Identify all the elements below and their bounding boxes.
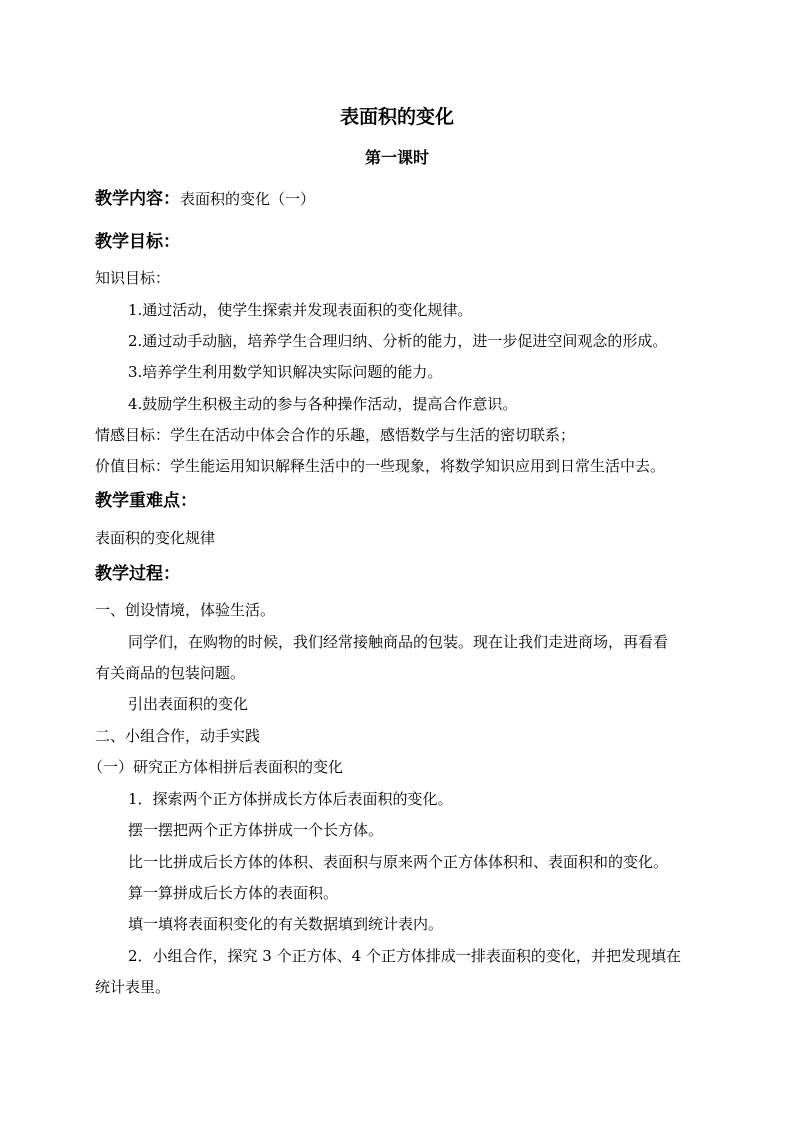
page-title: 表面积的变化 xyxy=(339,106,454,128)
section1-lead: 引出表面积的变化 xyxy=(128,695,249,713)
key-points-heading: 教学重难点： xyxy=(95,491,197,511)
process-heading: 教学过程： xyxy=(95,564,180,584)
step2-line1: 2．小组合作，探究 3 个正方体、4 个正方体排成一排表面积的变化，并把发现填在 xyxy=(128,947,681,965)
key-points-text: 表面积的变化规律 xyxy=(95,529,216,547)
teaching-content-value: 表面积的变化（一） xyxy=(180,190,316,208)
section1-paragraph-line2: 有关商品的包装问题。 xyxy=(95,664,246,682)
section1-title: 一、创设情境，体验生活。 xyxy=(95,601,276,619)
step2-line2: 统计表里。 xyxy=(95,978,171,996)
goal-item: 3.培养学生利用数学知识解决实际问题的能力。 xyxy=(128,363,443,381)
section2-sub1: （一）研究正方体相拼后表面积的变化 xyxy=(88,758,344,776)
section1-paragraph-line1: 同学们，在购物的时候，我们经常接触商品的包装。现在让我们走进商场，再看看 xyxy=(128,633,669,651)
goal-item: 4.鼓励学生积极主动的参与各种操作活动，提高合作意识。 xyxy=(128,395,518,413)
knowledge-goal-label: 知识目标： xyxy=(95,269,171,287)
teaching-content-label: 教学内容： xyxy=(95,189,180,209)
section2-title: 二、小组合作，动手实践 xyxy=(95,727,261,745)
page-subtitle: 第一课时 xyxy=(364,148,429,167)
goal-item: 1.通过活动，使学生探索并发现表面积的变化规律。 xyxy=(128,301,473,319)
step1: 1．探索两个正方体拼成长方体后表面积的变化。 xyxy=(128,790,453,808)
step1d: 填一填将表面积变化的有关数据填到统计表内。 xyxy=(128,915,444,933)
step1a: 摆一摆把两个正方体拼成一个长方体。 xyxy=(128,821,384,839)
teaching-content xyxy=(95,189,315,209)
goals-heading: 教学目标： xyxy=(95,232,180,252)
step1b: 比一比拼成后长方体的体积、表面积与原来两个正方体体积和、表面积和的变化。 xyxy=(128,853,669,871)
goal-item: 2.通过动手动脑，培养学生合理归纳、分析的能力，进一步促进空间观念的形成。 xyxy=(128,332,668,350)
value-goal: 价值目标：学生能运用知识解释生活中的一些现象，将数学知识应用到日常生活中去。 xyxy=(95,457,666,475)
emotion-goal: 情感目标：学生在活动中体会合作的乐趣，感悟数学与生活的密切联系； xyxy=(95,426,576,444)
step1c: 算一算拼成后长方体的表面积。 xyxy=(128,884,339,902)
